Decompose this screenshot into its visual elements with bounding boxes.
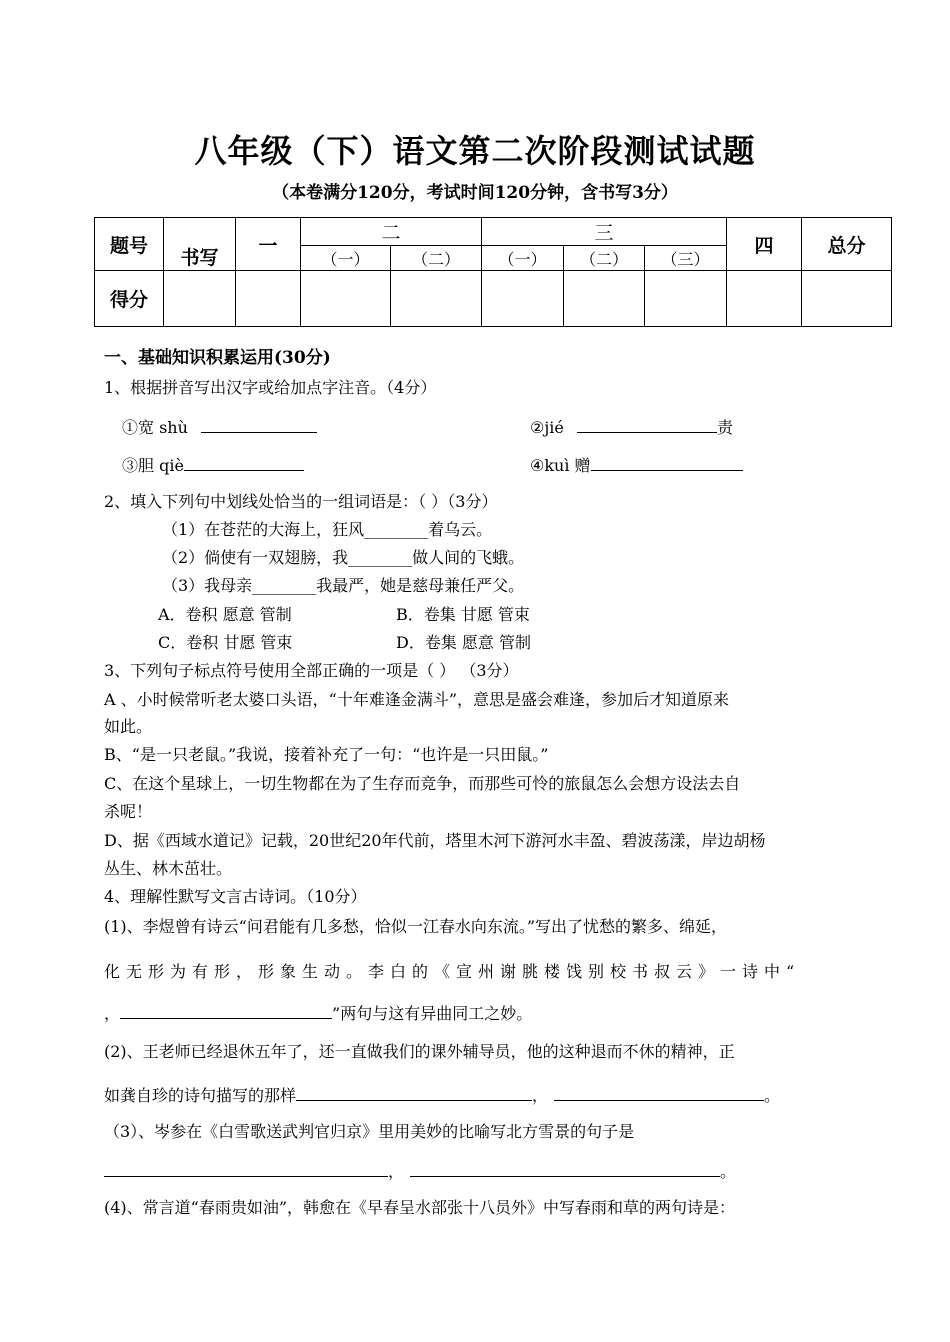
section1-heading: 一、基础知识积累运用(30分) — [104, 348, 331, 368]
score-cell-shuxie[interactable] — [164, 271, 236, 327]
q4-p1-line1: (1)、李煜曾有诗云“问君能有几多愁，恰似一江春水向东流。”写出了忧愁的繁多、绵延， — [104, 917, 728, 936]
q2-option-b[interactable]: B．卷集 甘愿 管束 — [396, 605, 530, 624]
q3-option-c-line2: 杀呢！ — [104, 802, 153, 821]
q2-sentence-3: （3）我母亲________我最严，她是慈母兼任严父。 — [162, 576, 525, 595]
score-sub-san-1: （一） — [482, 246, 564, 271]
q1-a-blank[interactable] — [201, 416, 317, 433]
q1-stem: 1、根据拼音写出汉字或给加点字注音。（4分） — [104, 378, 437, 397]
q3-stem: 3、下列句子标点符号使用全部正确的一项是（ ） （3分） — [104, 661, 519, 680]
q1-c-blank[interactable] — [184, 454, 304, 471]
score-sub-er-2: （二） — [391, 246, 482, 271]
score-cell-er-2[interactable] — [391, 271, 482, 327]
q3-option-c-line1: C、在这个星球上，一切生物都在为了生存而竞争，而那些可怜的旅鼠怎么会想方设法去自 — [104, 774, 741, 793]
q4-p1-blank[interactable] — [120, 1002, 332, 1019]
q2-option-a[interactable]: A．卷积 愿意 管制 — [158, 605, 292, 624]
q2-sentence-1: （1）在苍茫的大海上，狂风________着乌云。 — [162, 520, 493, 539]
q4-p3-line1: （3）、岑参在《白雪歌送武判官归京》里用美妙的比喻写北方雪景的句子是 — [104, 1122, 635, 1141]
score-cell-san-3[interactable] — [645, 271, 727, 327]
q4-p2-line1: (2)、王老师已经退休五年了，还一直做我们的课外辅导员，他的这种退而不休的精神，正 — [104, 1042, 735, 1061]
q4-p1-line2: 化无形为有形，形象生动。李白的《宣州谢朓楼饯别校书叔云》一诗中“ — [104, 962, 801, 981]
score-cell-yi[interactable] — [236, 271, 301, 327]
score-cell-san-1[interactable] — [482, 271, 564, 327]
q4-p2-blank-1[interactable] — [296, 1084, 532, 1101]
q4-p3-blank-2[interactable] — [410, 1160, 720, 1177]
score-cell-san-2[interactable] — [564, 271, 645, 327]
score-cell-zongfen[interactable] — [802, 271, 892, 327]
q3-option-d-line1: D、据《西域水道记》记载，20世纪20年代前，塔里木河下游河水丰盈、碧波荡漾，岸边胡杨 — [104, 831, 766, 850]
q4-p2-comma: ， — [532, 1086, 549, 1105]
q1-item-c — [122, 454, 304, 476]
score-header-san: 三 — [482, 218, 727, 246]
q3-option-a-line1: A 、小时候常听老太婆口头语，“十年难逢金满斗”，意思是盛会难逢，参加后才知道原来 — [104, 690, 730, 709]
q4-p3-line2 — [104, 1160, 736, 1182]
score-header-zongfen: 总分 — [802, 218, 892, 271]
q3-option-b: B、“是一只老鼠。”我说，接着补充了一句：“也许是一只田鼠。” — [104, 745, 549, 764]
q4-p2-lead: 如龚自珍的诗句描写的那样 — [104, 1086, 297, 1105]
q2-option-d[interactable]: D．卷集 愿意 管制 — [396, 633, 532, 652]
score-sub-san-2: （二） — [564, 246, 645, 271]
score-header-si: 四 — [727, 218, 802, 271]
score-table — [94, 217, 892, 327]
score-sub-san-3: （三） — [645, 246, 727, 271]
q1-b-label: ②jié — [530, 418, 564, 437]
q1-b-blank[interactable] — [577, 416, 717, 433]
exam-title: 八年级（下）语文第二次阶段测试试题 — [194, 132, 756, 170]
q4-p3-comma: ， — [388, 1162, 405, 1181]
q1-b-tail: 责 — [716, 418, 733, 437]
score-cell-si[interactable] — [727, 271, 802, 327]
q4-p2-line2 — [104, 1084, 780, 1106]
score-header-shuxie: 书写 — [164, 218, 236, 271]
q1-item-a — [122, 416, 317, 438]
q1-a-label: ①宽 shù — [122, 418, 188, 437]
q3-option-d-line2: 丛生、林木茁壮。 — [104, 859, 233, 878]
q1-item-d — [530, 454, 743, 476]
q4-p2-end: 。 — [764, 1086, 781, 1105]
q4-p2-blank-2[interactable] — [554, 1084, 764, 1101]
q4-p1-comma: ， — [104, 1004, 121, 1023]
score-header-yi: 一 — [236, 218, 301, 271]
q4-p1-tail: ”两句与这有异曲同工之妙。 — [332, 1004, 533, 1023]
exam-subtitle: （本卷满分120分，考试时间120分钟，含书写3分） — [272, 183, 678, 203]
q4-p1-line3 — [104, 1002, 532, 1024]
score-row-defen: 得分 — [95, 271, 164, 327]
score-header-tihao: 题号 — [95, 218, 164, 271]
q4-p3-end: 。 — [720, 1162, 737, 1181]
q1-d-blank[interactable] — [591, 454, 743, 471]
q1-c-label: ③胆 qiè — [122, 456, 184, 475]
score-cell-er-1[interactable] — [301, 271, 391, 327]
q3-option-a-line2: 如此。 — [104, 717, 153, 736]
q1-d-label: ④kuì 赠 — [530, 456, 591, 475]
q1-item-b — [530, 416, 733, 438]
q2-stem: 2、填入下列句中划线处恰当的一组词语是：（ ）（3分） — [104, 492, 498, 511]
q2-option-c[interactable]: C．卷积 甘愿 管束 — [158, 633, 293, 652]
q4-stem: 4、理解性默写文言古诗词。（10分） — [104, 887, 367, 906]
score-header-er: 二 — [301, 218, 482, 246]
q4-p3-blank-1[interactable] — [104, 1160, 388, 1177]
q2-sentence-2: （2）倘使有一双翅膀，我________做人间的飞蛾。 — [162, 548, 525, 567]
q4-p4-line1: (4)、常言道“春雨贵如油”，韩愈在《早春呈水部张十八员外》中写春雨和草的两句诗是： — [104, 1198, 736, 1217]
score-sub-er-1: （一） — [301, 246, 391, 271]
